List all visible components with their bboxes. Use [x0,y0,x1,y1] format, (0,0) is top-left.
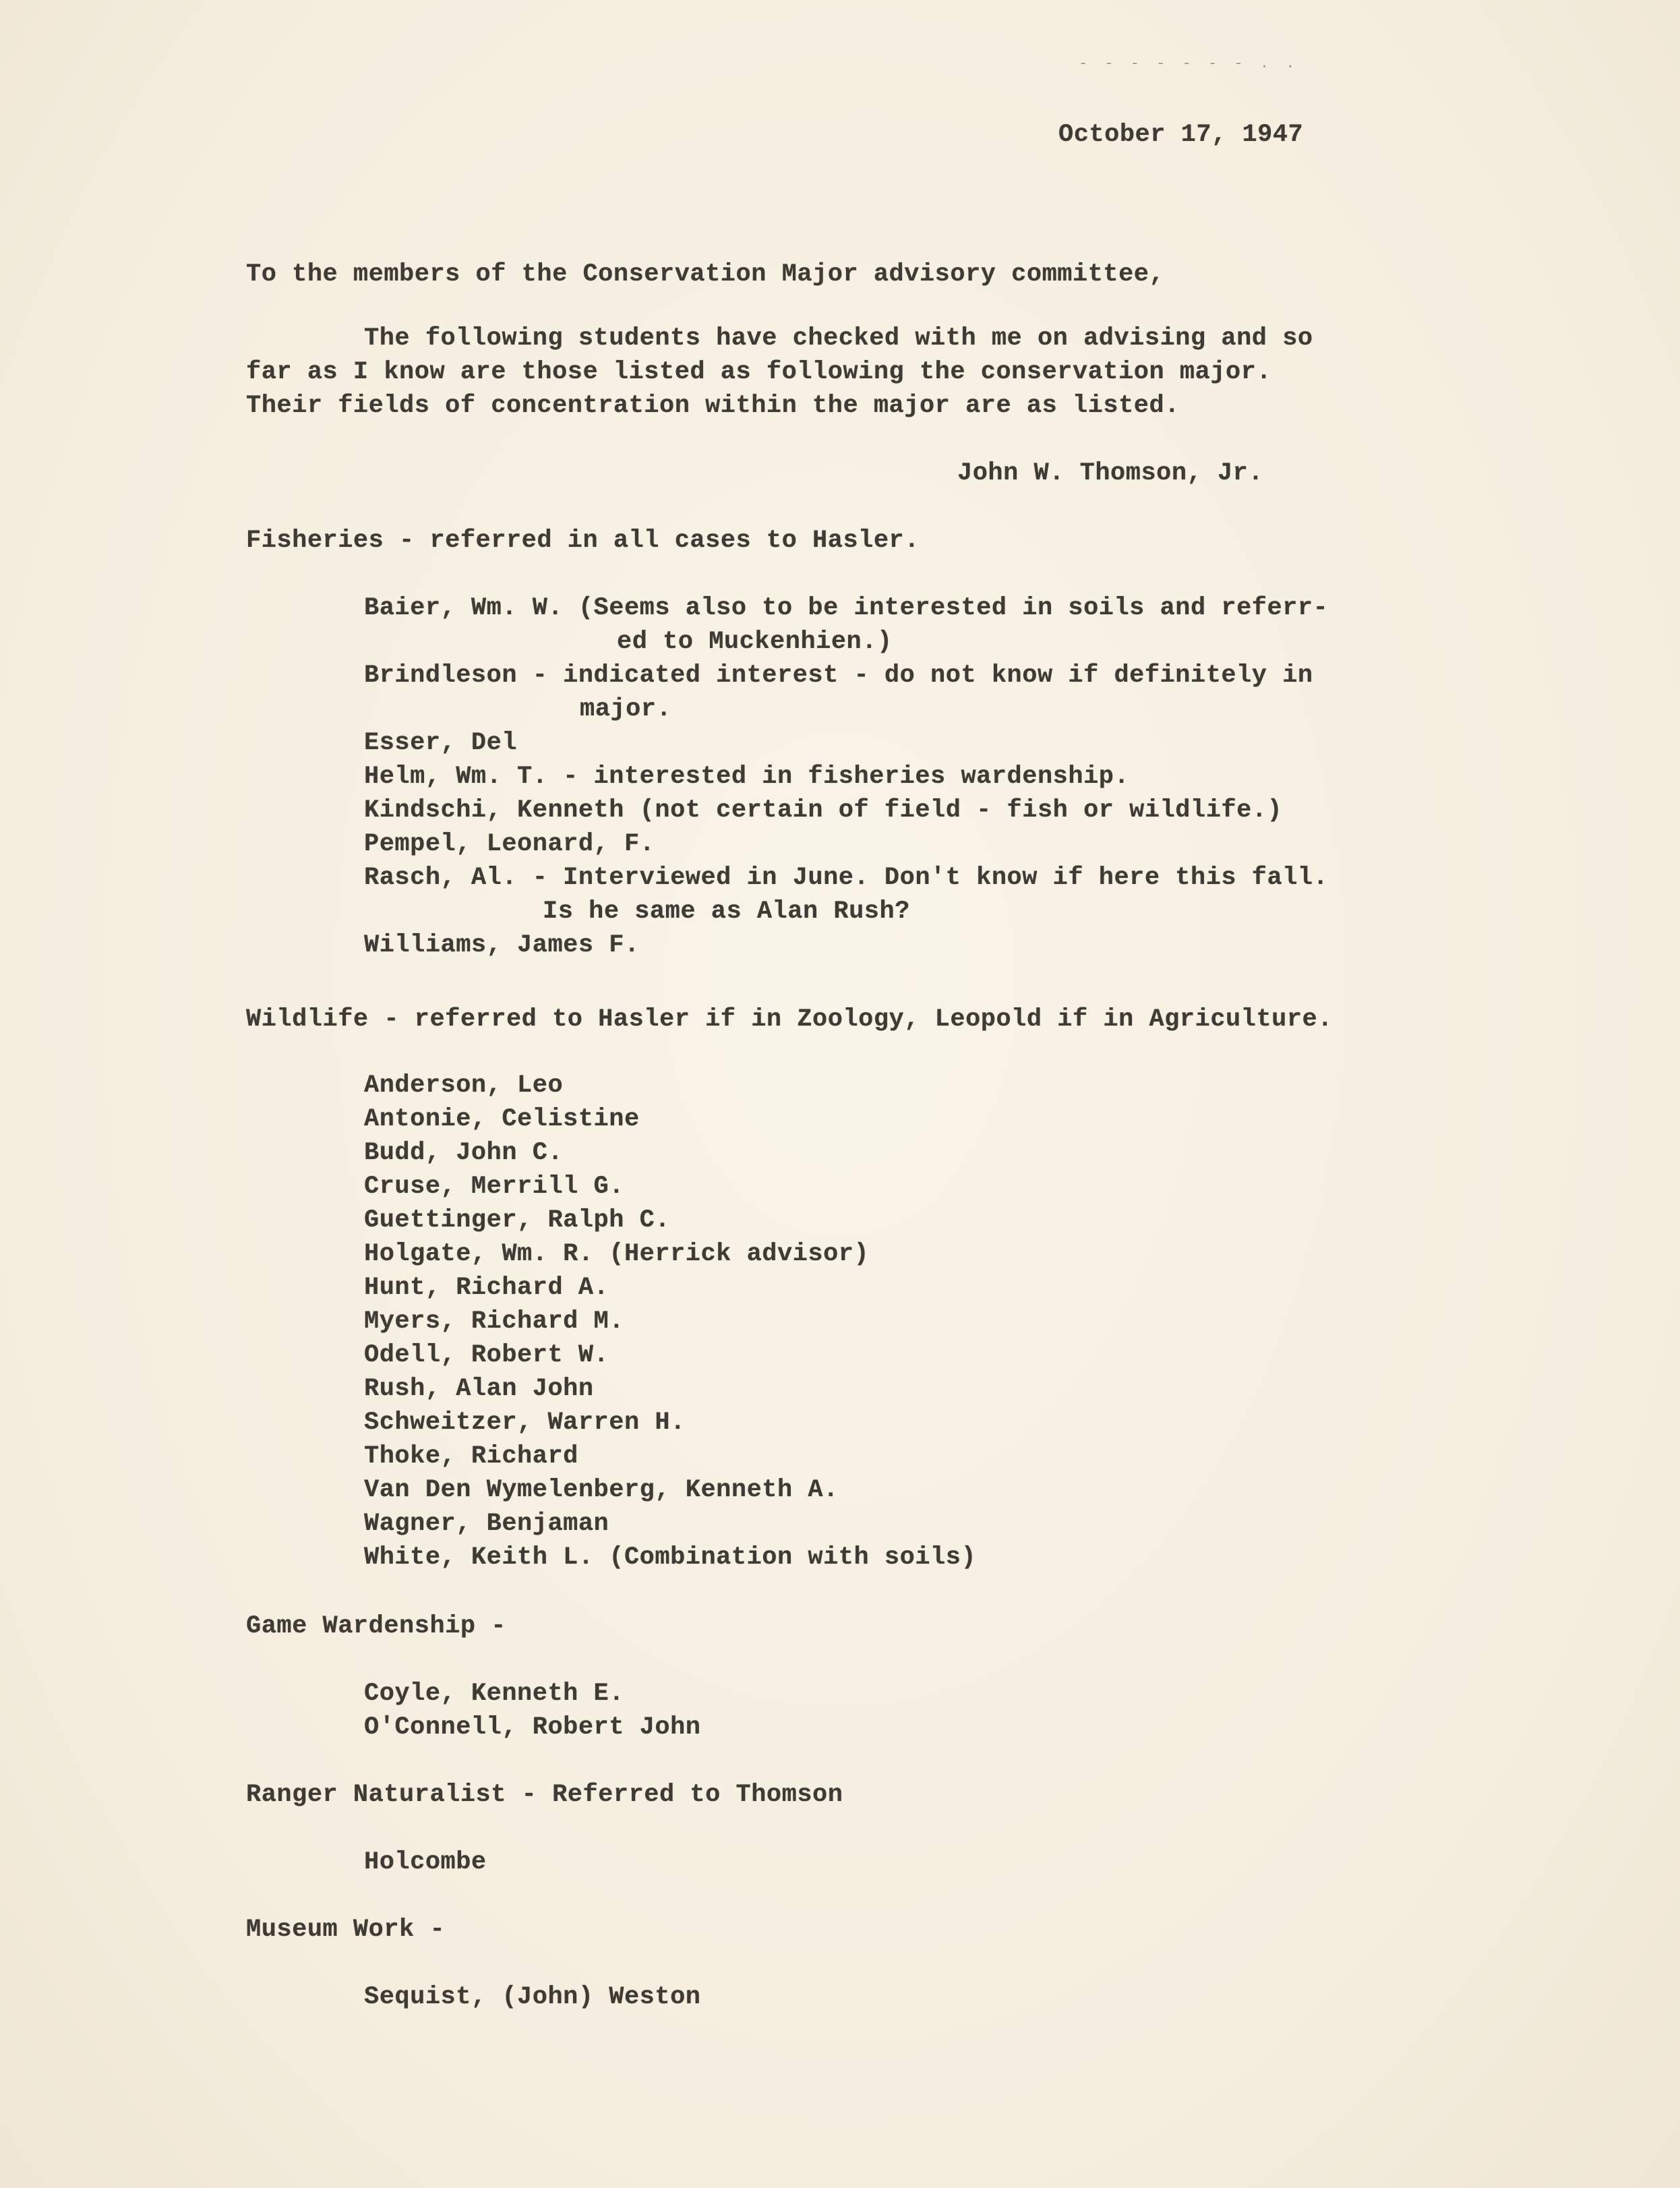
fisheries-entry: Helm, Wm. T. - interested in fisheries wardenship. [364,763,1130,791]
fisheries-entry: major. [580,695,672,723]
wildlife-entry: Antonie, Celistine [364,1105,640,1133]
wildlife-entry: Wagner, Benjaman [364,1510,609,1538]
museum-work-heading: Museum Work - [246,1916,446,1944]
wildlife-entry: Anderson, Leo [364,1071,564,1100]
wildlife-entry: Odell, Robert W. [364,1341,609,1369]
wildlife-entry: Schweitzer, Warren H. [364,1409,686,1437]
wildlife-entry: Budd, John C. [364,1139,564,1167]
fisheries-entry: Baier, Wm. W. (Seems also to be interested in soils and referr- [364,594,1329,622]
wildlife-entry: Thoke, Richard [364,1442,578,1471]
wildlife-entry: Van Den Wymelenberg, Kenneth A. [364,1476,839,1504]
museum-work-entry: Sequist, (John) Weston [364,1983,701,2011]
wildlife-entry: Hunt, Richard A. [364,1274,609,1302]
fisheries-entry: Esser, Del [364,729,518,757]
wildlife-entry: Rush, Alan John [364,1375,594,1403]
wildlife-entry: White, Keith L. (Combination with soils) [364,1543,977,1572]
game-wardenship-entry: Coyle, Kenneth E. [364,1680,624,1708]
ranger-naturalist-heading: Ranger Naturalist - Referred to Thomson [246,1781,843,1809]
intro-line-2: far as I know are those listed as following the conservation major. [246,358,1272,386]
fisheries-entry: Brindleson - indicated interest - do not know if definitely in [364,661,1313,690]
ranger-naturalist-entry: Holcombe [364,1848,487,1876]
signature: John W. Thomson, Jr. [957,459,1264,487]
wildlife-heading: Wildlife - referred to Hasler if in Zoology, Leopold if in Agriculture. [246,1005,1333,1034]
intro-line-1: The following students have checked with me on advising and so [364,324,1313,353]
intro-line-3: Their fields of concentration within the major are as listed. [246,392,1180,420]
fisheries-heading: Fisheries - referred in all cases to Hasler. [246,527,920,555]
fisheries-entry: ed to Muckenhien.) [617,628,893,656]
fisheries-entry: Kindschi, Kenneth (not certain of field - fish or wildlife.) [364,796,1283,825]
wildlife-entry: Cruse, Merrill G. [364,1173,624,1201]
salutation: To the members of the Conservation Major advisory committee, [246,260,1165,289]
fisheries-entry: Pempel, Leonard, F. [364,830,655,858]
fisheries-entry: Rasch, Al. - Interviewed in June. Don't know if here this fall. [364,864,1329,892]
wildlife-entry: Guettinger, Ralph C. [364,1206,671,1235]
letter-date: October 17, 1947 [1058,121,1304,149]
game-wardenship-heading: Game Wardenship - [246,1612,506,1640]
game-wardenship-entry: O'Connell, Robert John [364,1713,701,1742]
wildlife-entry: Myers, Richard M. [364,1307,624,1336]
wildlife-entry: Holgate, Wm. R. (Herrick advisor) [364,1240,870,1268]
header-marks: - - - - - - - . . [1079,55,1299,72]
fisheries-entry: Is he same as Alan Rush? [543,897,910,926]
fisheries-entry: Williams, James F. [364,931,640,959]
